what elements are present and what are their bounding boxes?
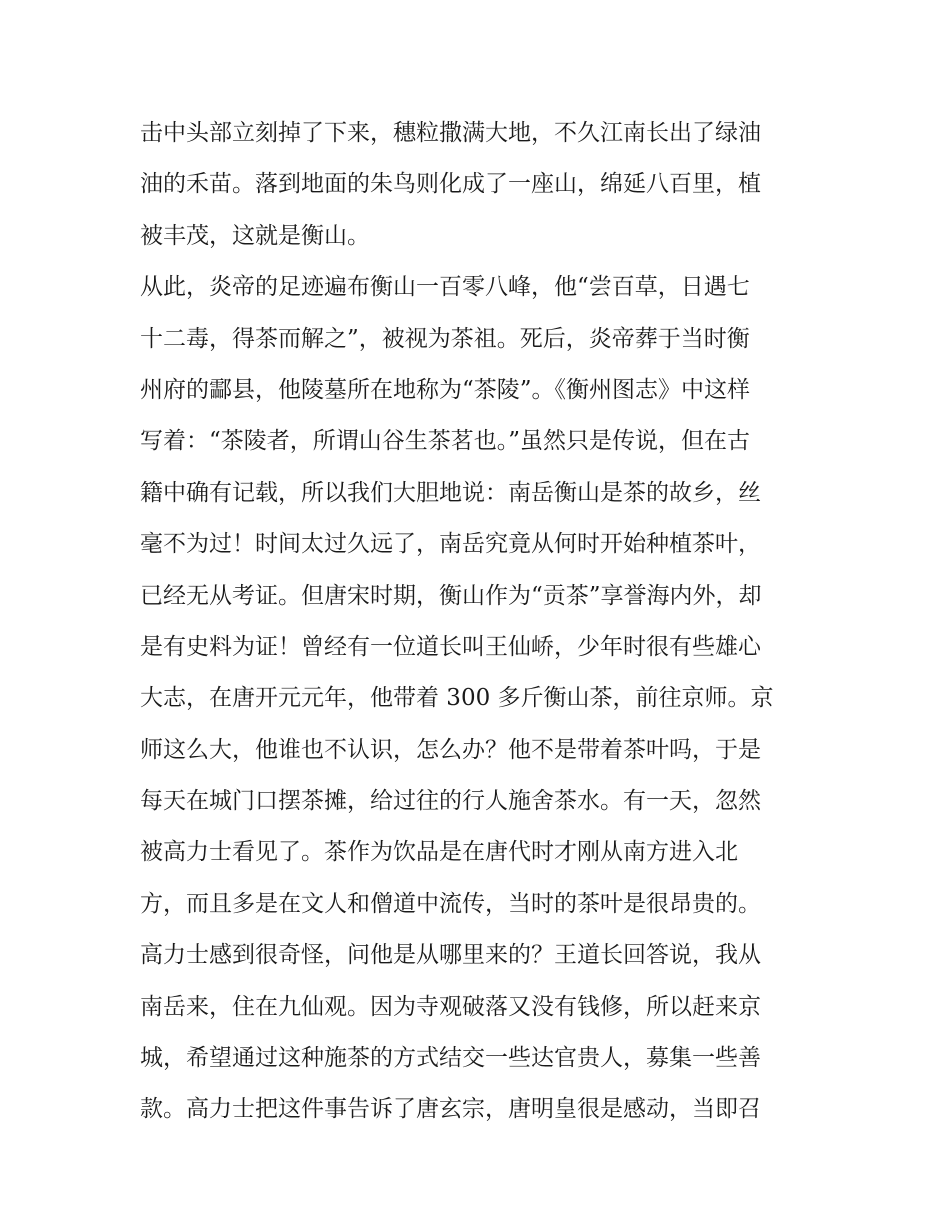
text-line: 是有史料为证！曾经有一位道长叫王仙峤，少年时很有些雄心 [140,633,761,660]
text-line: 南岳来，住在九仙观。因为寺观破落又没有钱修，所以赶来京 [140,993,761,1020]
text-line: 从此，炎帝的足迹遍布衡山一百零八峰，他“尝百草，日遇七 [140,274,750,301]
text-line: 籍中确有记载，所以我们大胆地说：南岳衡山是茶的故乡，丝 [140,479,761,506]
text-line: 被丰茂，这就是衡山。 [140,222,370,249]
text-line: 写着：“茶陵者，所谓山谷生茶茗也。”虽然只是传说，但在古 [140,428,751,455]
text-line: 已经无从考证。但唐宋时期，衡山作为“贡茶”享誉海内外，却 [140,582,762,609]
text-line: 毫不为过！时间太过久远了，南岳究竟从何时开始种植茶叶， [140,531,761,558]
body-text [140,108,830,1136]
text-line: 油的禾苗。落到地面的朱鸟则化成了一座山，绵延八百里，植 [140,171,761,198]
text-line: 十二毒，得茶而解之”，被视为茶祖。死后，炎帝葬于当时衡 [140,325,750,352]
text-line: 方，而且多是在文人和僧道中流传，当时的茶叶是很昂贵的。 [140,890,761,917]
text-line: 每天在城门口摆茶摊，给过往的行人施舍茶水。有一天，忽然 [140,788,761,815]
text-line: 师这么大，他谁也不认识，怎么办？他不是带着茶叶吗，于是 [140,736,761,763]
text-line: 城，希望通过这种施茶的方式结交一些达官贵人，募集一些善 [140,1045,761,1072]
text-line: 款。高力士把这件事告诉了唐玄宗，唐明皇很是感动，当即召 [140,1096,761,1123]
text-line: 被高力士看见了。茶作为饮品是在唐代时才刚从南方进入北 [140,839,738,866]
text-line: 大志，在唐开元元年，他带着 300 多斤衡山茶，前往京师。京 [140,685,774,712]
text-line: 击中头部立刻掉了下来，穗粒撒满大地，不久江南长出了绿油 [140,120,761,146]
text-line: 州府的酃县，他陵墓所在地称为“茶陵”。《衡州图志》中这样 [140,376,751,403]
text-line: 高力士感到很奇怪，问他是从哪里来的？王道长回答说，我从 [140,942,761,969]
